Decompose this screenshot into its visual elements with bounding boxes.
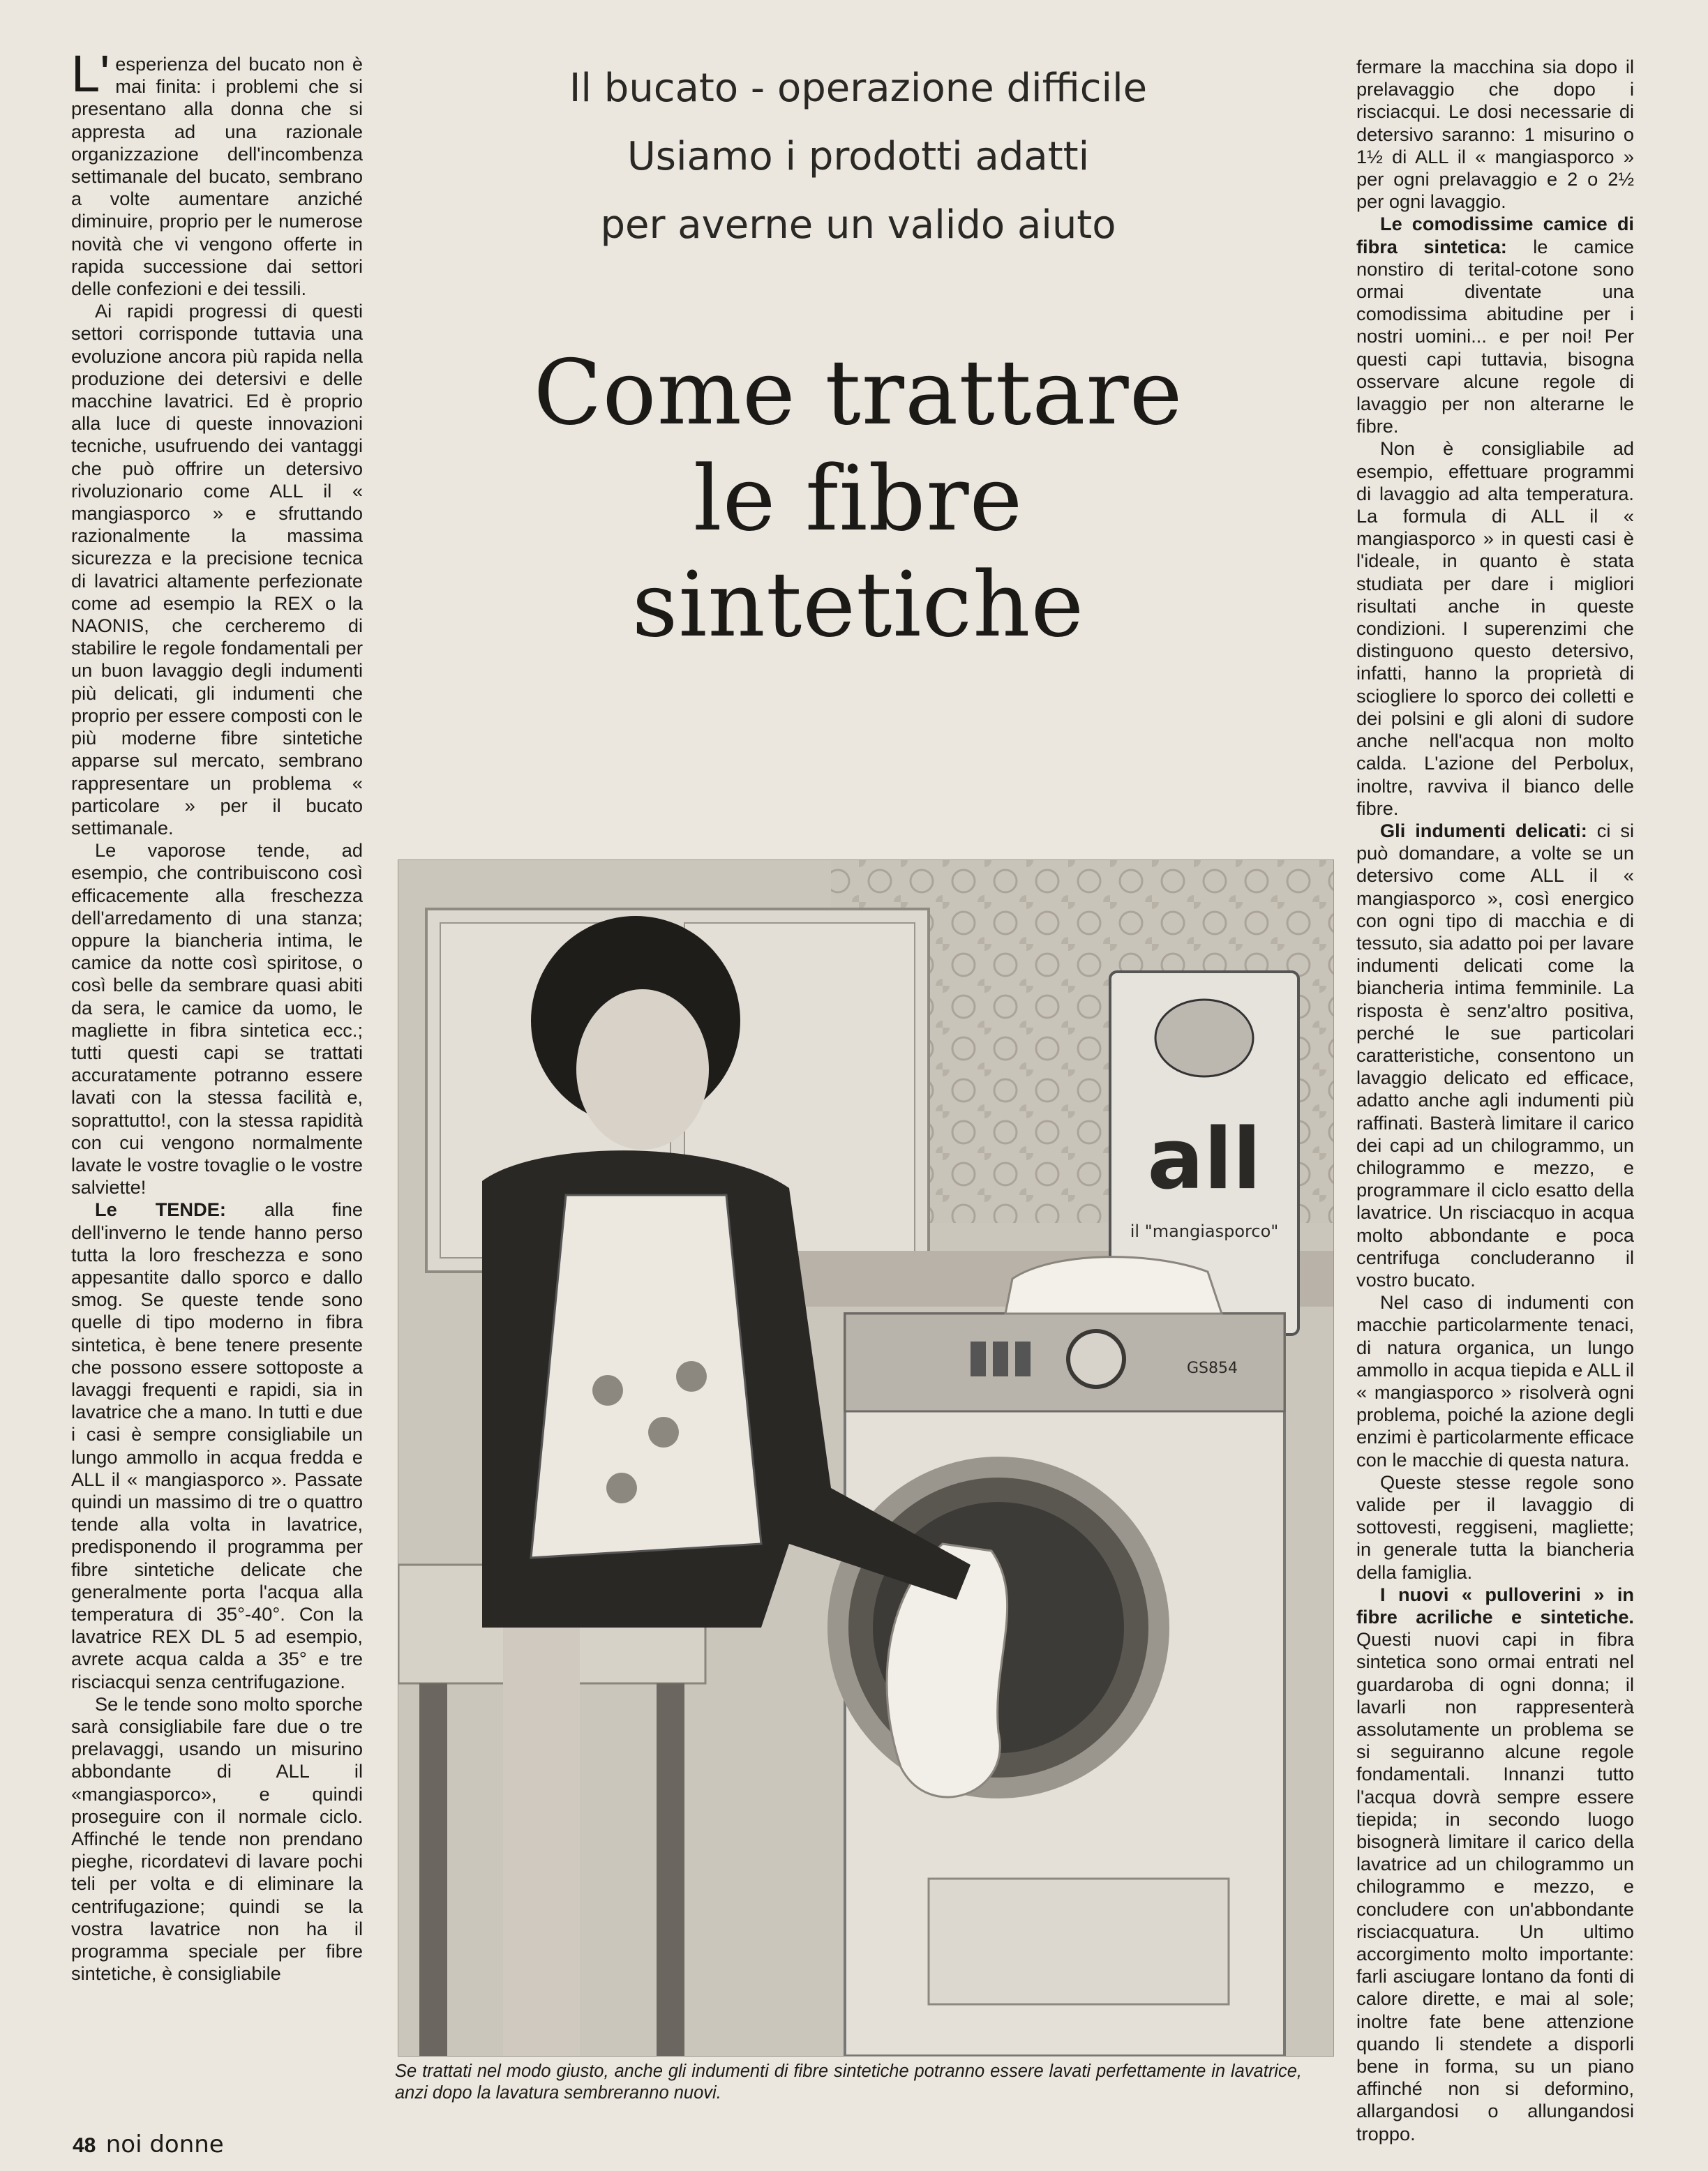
article-title: Come trattare le fibre sintetiche xyxy=(533,341,1183,657)
subheadline: Il bucato - operazione difficile Usiamo i prodotti adatti per averne un valido aiuto xyxy=(569,66,1148,248)
section-label-pulloverini: I nuovi « pulloverini » in fibre acriliche e sintetiche. xyxy=(1356,1583,1634,1628)
body-paragraph: Le vaporose tende, ad esempio, che contribuiscono così efficacemente alla freschezza dell'arredamento di una stanza; oppure la biancheria intima, le camice da notte così spiritose, o così belle da sembrare quasi abiti da sera, le camice da uomo, le magliette in fibra sintetica ecc.; tutti questi capi se trattati accuratamente potranno essere lavati con la stessa facilità e, soprattutto!, con la stessa rapidità con cui vengono normalmente lavate le vostre tovaglie o le vostre salviette! xyxy=(71,839,363,1199)
page-number: 48 xyxy=(73,2134,96,2157)
section-label-tende: Le TENDE: xyxy=(95,1199,226,1221)
body-paragraph: fermare la macchina sia dopo il prelavaggio che dopo i risciacqui. Le dosi necessarie di detersivo saranno: 1 misurino o 1½ di ALL il « mangiasporco » per ogni prelavaggio e 2 o 2½ per ogni lavaggio. xyxy=(1356,56,1634,213)
page-footer xyxy=(73,2131,224,2158)
section-label-delicati: Gli indumenti delicati: xyxy=(1380,819,1587,841)
body-paragraph: Nel caso di indumenti con macchie particolarmente tenaci, di natura organica, un lungo ammollo in acqua tiepida e ALL il « mangiasporco » risolverà ogni problema, poiché la azione degli enzimi è particolarmente efficace con le macchie di questa natura. xyxy=(1356,1291,1634,1471)
delicati-paragraph: Gli indumenti delicati: ci si può domandare, a volte se un detersivo come ALL il « mangiasporco », così energico con ogni tipo di macchia e di tessuto, sia adatto poi per lavare indumenti delicati come la biancheria intima femminile. La risposta è senz'altro positiva, perché le sue particolari caratteristiche, consentono un lavaggio delicato ed efficace, adatto anche agli indumenti più raffinati. Basterà limitare il carico dei capi ad un chilogrammo, un chilogrammo e mezzo, e programmare il ciclo esatto della lavatrice. Un risciacquo in acqua molto abbondante e poca centrifuga concluderanno il vostro bucato. xyxy=(1356,819,1634,1291)
body-paragraph: Non è consigliabile ad esempio, effettuare programmi di lavaggio ad alta temperatura. La formula di ALL il « mangiasporco » in questi casi è l'ideale, in quanto è stata studiata per dare i migliori risultati anche in queste condizioni. I superenzimi che distinguono questo detersivo, infatti, hanno la proprietà di sciogliere lo sporco dei colletti e dei polsini e gli aloni di sudore anche nell'acqua non molto calda. L'azione del Perbolux, inoltre, ravviva il bianco delle fibre. xyxy=(1356,437,1634,819)
right-column xyxy=(1356,56,1634,2145)
svg-text:il "mangiasporco": il "mangiasporco" xyxy=(1130,1222,1279,1241)
body-paragraph: Se le tende sono molto sporche sarà consigliabile fare due o tre prelavaggi, usando un misurino abbondante di ALL il «mangiasporco», e quindi proseguire con il normale ciclo. Affinché le tende non prendano pieghe, ricordatevi di lavare pochi teli per volta e di eliminare la centrifugazione; quindi se la vostra lavatrice non ha il programma speciale per fibre sintetiche, è consigliabile xyxy=(71,1692,363,1985)
laundry-scene-illustration xyxy=(398,860,1333,2056)
article-photo xyxy=(398,859,1334,2057)
body-paragraph: Queste stesse regole sono valide per il lavaggio di sottovesti, reggiseni, magliette; in generale tutta la biancheria della famiglia. xyxy=(1356,1471,1634,1583)
body-paragraph: Ai rapidi progressi di questi settori corrisponde tuttavia una evoluzione ancora più rapida nella produzione dei detersivi e delle macchine lavatrici. Ed è proprio alla luce di queste innovazioni tecniche, usufruendo dei vantaggi che può offrire un detersivo rivoluzionario come ALL il « mangiasporco » e sfruttando razionalmente la massima sicurezza e la precisione tecnica di lavatrici altamente perfezionate come ad esempio la REX o la NAONIS, che cercheremo di stabilire le regole fondamentali per un buon lavaggio degli indumenti più delicati, gli indumenti che proprio per essere composti con le più moderne fibre sintetiche apparse sul mercato, sembrano rappresentare un problema « particolare » per il bucato settimanale. xyxy=(71,300,363,839)
tende-paragraph: Le TENDE: alla fine dell'inverno le tende hanno perso tutta la loro freschezza e sono appesantite dallo sporco e dallo smog. Se queste tende sono quelle di tipo moderno in fibra sintetica, è bene tenere presente che possono essere sottoposte a lavaggi frequenti e rapidi, sia in lavatrice che a mano. In tutti e due i casi è sempre consigliabile un lungo ammollo in acqua fredda e ALL il « mangiasporco ». Passate quindi un massimo di tre o quattro tende alla volta in lavatrice, predisponendo il programma per fibre sintetiche delicate che generalmente porta l'acqua alla temperatura di 35°-40°. Con la lavatrice REX DL 5 ad esempio, avrete acqua calda a 35° e tre risciacqui senza centrifugazione. xyxy=(71,1199,363,1692)
photo-caption: Se trattati nel modo giusto, anche gli indumenti di fibre sintetiche potranno essere lavati perfettamente in lavatrice, anzi dopo la lavatura sembreranno nuovi. xyxy=(395,2061,1302,2103)
drop-cap: L' xyxy=(71,45,110,103)
pulloverini-paragraph: I nuovi « pulloverini » in fibre acriliche e sintetiche. Questi nuovi capi in fibra sintetica sono ormai entrati nel guardaroba di ogni donna; il lavarli non rappresenterà assolutamente un problema se si seguiranno alcune regole fondamentali. Innanzi tutto l'acqua dovrà sempre essere tiepida; in secondo luogo bisognerà limitare il carico della lavatrice ad un chilogrammo un chilogrammo e mezzo, e concludere con un'abbondante risciacquatura. Un ultimo accorgimento molto importante: farli asciugare lontano da fonti di calore dirette, e mai al sole; inoltre fate bene attenzione quando li stendete a disporli bene in forma, su un piano affinché non si deformino, allargandosi o allungandosi troppo. xyxy=(1356,1583,1634,2144)
svg-text:all: all xyxy=(1147,1111,1261,1208)
section-label-camice: Le comodissime camice di fibra sintetica: xyxy=(1356,213,1634,257)
svg-text:GS854: GS854 xyxy=(1187,1360,1238,1377)
intro-paragraph: L' esperienza del bucato non è mai finita: i problemi che si presentano alla donna che si appresta ad una razionale organizzazione dell'incombenza settimanale del bucato, sembrano a volte aumentare anziché diminuire, proprio per le numerose novità che vi vengono offerte in rapida successione dai settori delle confezioni e dei tessili. xyxy=(71,45,363,300)
camice-paragraph: Le comodissime camice di fibra sintetica: le camice nonstiro di terital-cotone sono ormai diventate una comodissima abitudine per i nostri uomini... e per noi! Per questi capi tuttavia, bisogna osservare alcune regole di lavaggio per non alterarne le fibre. xyxy=(1356,213,1634,437)
magazine-name: noi donne xyxy=(105,2131,224,2158)
left-column xyxy=(71,45,363,1985)
